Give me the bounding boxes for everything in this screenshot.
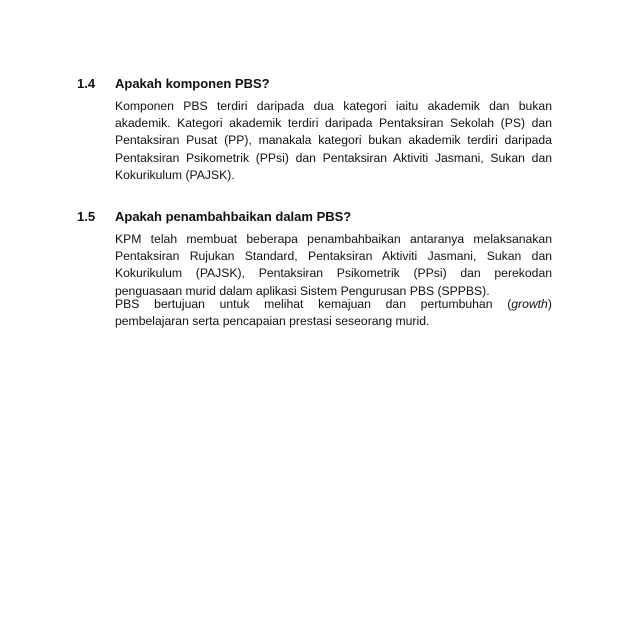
text-fragment: ( [507, 297, 512, 311]
text-fragment: ) [547, 297, 552, 311]
paragraph-line: Kokurikulum (PAJSK). [115, 167, 235, 182]
paragraph-line: Kokurikulum (PAJSK), Pentaksiran Psikometrik (PPsi) dan perekodan [115, 266, 552, 281]
paragraph-line: Pentaksiran Rujukan Standard, Pentaksiran Aktiviti Jasmani, Sukan dan [115, 249, 552, 264]
word [154, 296, 205, 313]
italic-text: growth [511, 297, 548, 311]
section-heading: Apakah penambahbaikan dalam PBS? [115, 209, 352, 224]
section-paragraph [115, 98, 552, 184]
text-fragment: kemajuan [318, 297, 371, 311]
word [421, 296, 493, 313]
text-fragment: melihat [264, 297, 304, 311]
section-number: 1.4 [77, 76, 96, 91]
paragraph-line: Pentaksiran Psikometrik (PPsi) dan Pentaksiran Aktiviti Jasmani, Sukan dan [115, 150, 552, 165]
section-number: 1.5 [77, 209, 96, 224]
paragraph-line: penguasaan murid dalam aplikasi Sistem Pengurusan PBS (SPPBS). [115, 283, 490, 298]
text-fragment: pertumbuhan [420, 297, 493, 311]
section-heading: Apakah komponen PBS? [115, 76, 270, 91]
word [264, 296, 303, 313]
word [220, 296, 250, 313]
paragraph-line: akademik. Kategori akademik terdiri daripada Pentaksiran Sekolah (PS) dan [115, 116, 552, 131]
text-fragment: bertujuan [154, 297, 205, 311]
text-fragment: untuk [219, 297, 250, 311]
text-fragment: PBS [115, 297, 140, 311]
paragraph-line: KPM telah membuat beberapa penambahbaikan antaranya melaksanakan [115, 232, 552, 246]
section-paragraph [115, 296, 552, 330]
text-fragment: dan [385, 297, 406, 311]
paragraph-line: pembelajaran serta pencapaian prestasi seseorang murid. [115, 314, 430, 329]
paragraph-line: Pentaksiran Pusat (PP), manakala kategori bukan akademik terdiri daripada [115, 133, 552, 148]
word [386, 296, 406, 313]
word [115, 296, 139, 313]
word [318, 296, 371, 313]
section-paragraph [115, 231, 552, 300]
paragraph-line [115, 296, 552, 313]
paragraph-line: Komponen PBS terdiri daripada dua kategori iaitu akademik dan bukan [115, 99, 552, 113]
word [507, 296, 552, 313]
